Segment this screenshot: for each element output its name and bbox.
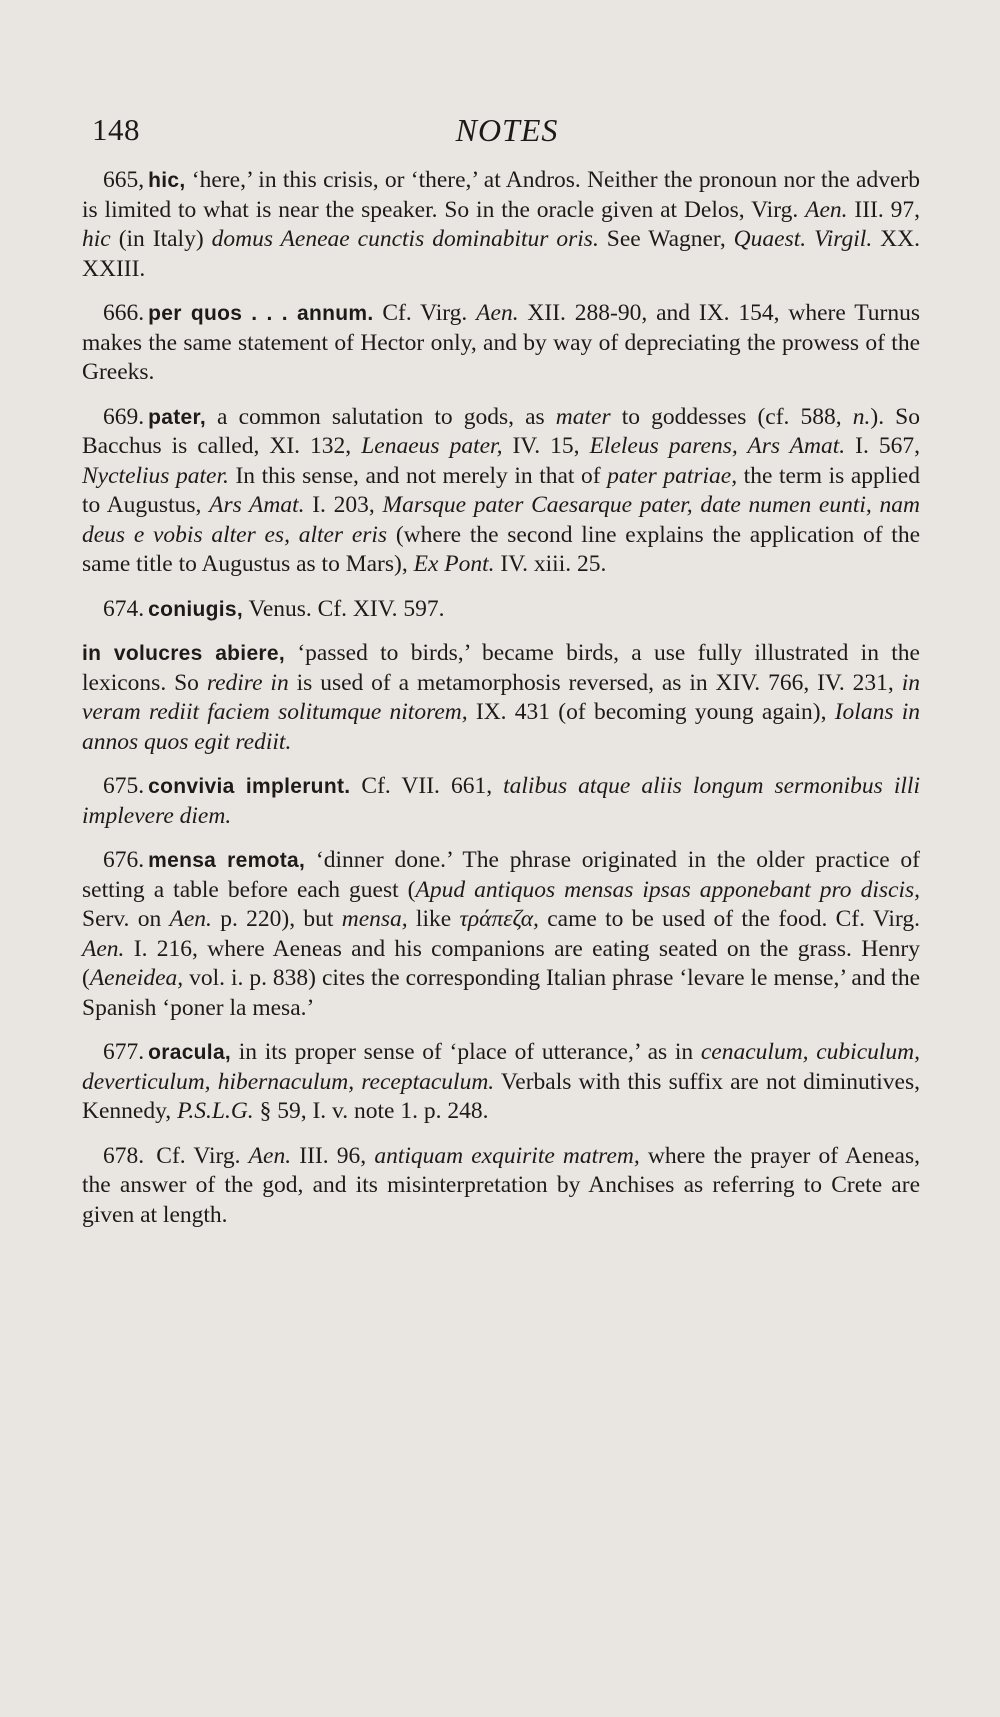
note-number: 675.	[103, 773, 145, 799]
note-669: 669. pater, a common salutation to gods, as mater to goddesses (cf. 588, n.). So Bacchus is called, XI. 132, Lenaeus pater, IV. 15, Eleleus parens, Ars Amat. I. 567, Nyctelius pater. In this sense, and not merely in that of pater patriae, the term is applied to Augustus, Ars Amat. I. 203, Marsque pater Caesarque pater, date numen eunti, nam deus e vobis alter es, alter eris (where the second line explains the application of the same title to Augustus as to Mars), Ex Pont. IV. xiii. 25.	[82, 403, 920, 577]
note-number: 676.	[103, 847, 145, 873]
note-675: 675. convivia implerunt. Cf. VII. 661, talibus atque aliis longum sermonibus illi implevere diem.	[82, 773, 920, 829]
notes-body	[82, 166, 920, 1245]
note-number: 678.	[103, 1142, 145, 1169]
page-number: 148	[92, 112, 140, 147]
note-lemma: hic,	[148, 169, 186, 192]
note-678: 678. Cf. Virg. Aen. III. 96, antiquam exquirite matrem, where the prayer of Aeneas, the answer of the god, and its misinterpretation by Anchises as referring to Crete are given at length.	[82, 1142, 920, 1228]
note-lemma: mensa remota,	[148, 849, 306, 872]
note-674-continued: in volucres abiere, ‘passed to birds,’ became birds, a use fully illustrated in the lexicons. So redire in is used of a metamorphosis reversed, as in XIV. 766, IV. 231, in veram rediit faciem solitumque nitorem, IX. 431 (of becoming young again), Iolans in annos quos egit rediit.	[82, 640, 920, 755]
note-number: 674.	[103, 595, 145, 622]
note-674: 674. coniugis, Venus. Cf. XIV. 597.	[103, 595, 445, 622]
note-number: 666.	[103, 300, 145, 326]
note-665: 665, hic, ‘here,’ in this crisis, or ‘there,’ at Andros. Neither the pronoun nor the adverb is limited to what is near the speaker. So in the oracle given at Delos, Virg. Aen. III. 97, hic (in Italy) domus Aeneae cunctis dominabitur oris. See Wagner, Quaest. Virgil. XX. XXIII.	[82, 167, 920, 282]
page-header	[92, 112, 912, 160]
note-number: 665,	[103, 167, 145, 193]
note-lemma: in volucres abiere,	[82, 642, 286, 665]
note-666: 666. per quos . . . annum. Cf. Virg. Aen. XII. 288-90, and IX. 154, where Turnus makes the same statement of Hector only, and by way of depreciating the prowess of the Greeks.	[82, 300, 920, 385]
note-lemma: convivia implerunt.	[148, 775, 351, 798]
note-677: 677. oracula, in its proper sense of ‘place of utterance,’ as in cenaculum, cubiculum, deverticulum, hibernaculum, receptaculum. Verbals with this suffix are not diminutives, Kennedy, P.S.L.G. § 59, I. v. note 1. p. 248.	[82, 1039, 921, 1124]
note-lemma: per quos . . . annum.	[148, 302, 374, 325]
note-lemma: pater,	[148, 405, 206, 429]
note-lemma: oracula,	[148, 1041, 232, 1064]
note-676: 676. mensa remota, ‘dinner done.’ The phrase originated in the older practice of setting a table before each guest (Apud antiquos mensas ipsas apponebant pro discis, Serv. on Aen. p. 220), but mensa, like τράπεζα, came to be used of the food. Cf. Virg. Aen. I. 216, where Aeneas and his companions are eating seated on the grass. Henry (Aeneidea, vol. i. p. 838) cites the corresponding Italian phrase ‘levare le mense,’ and the Spanish ‘poner la mesa.’	[82, 847, 920, 1021]
running-head: NOTES	[455, 112, 559, 148]
note-lemma: coniugis,	[148, 597, 243, 621]
note-number: 677.	[103, 1039, 145, 1065]
note-number: 669.	[103, 403, 145, 430]
